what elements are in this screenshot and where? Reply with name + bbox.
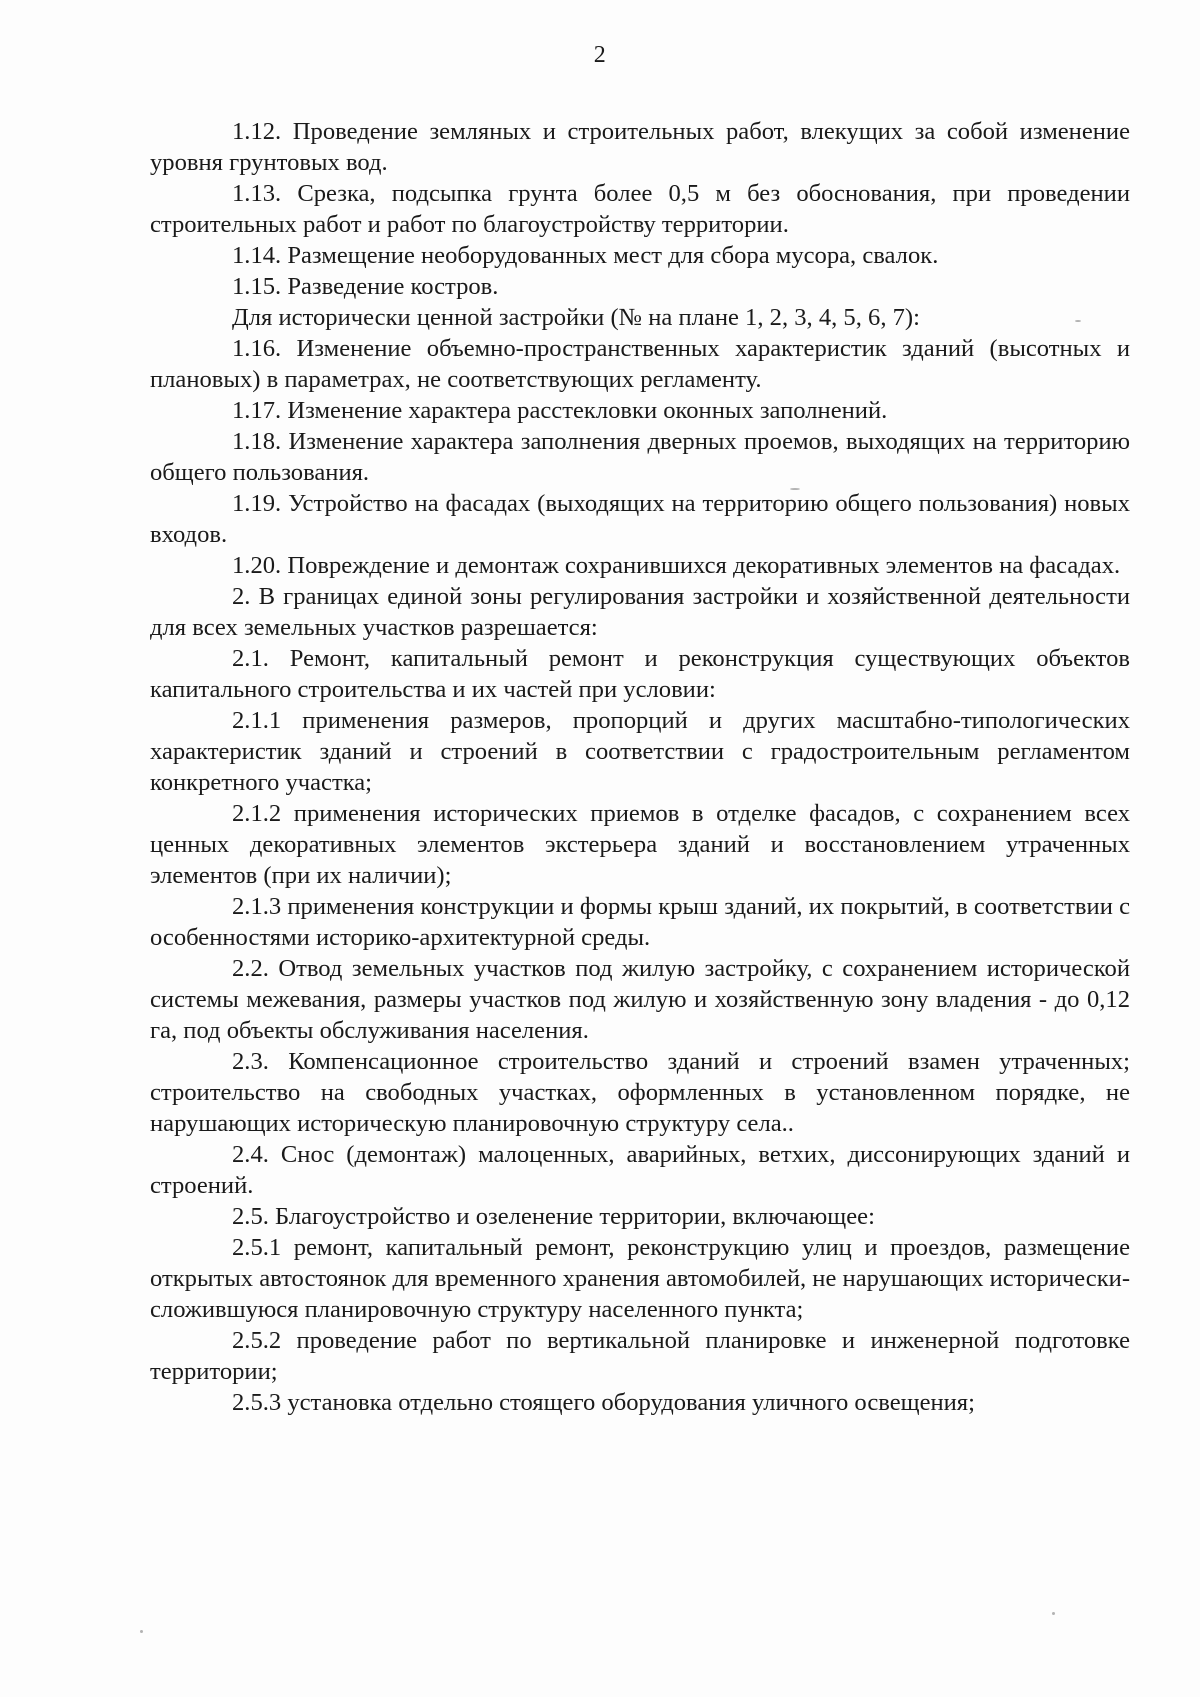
paragraph-1-13: 1.13. Срезка, подсыпка грунта более 0,5 м без обоснования, при проведении строительных работ и работ по благоустройству территории. — [150, 180, 1130, 238]
paragraph-2-1: 2.1. Ремонт, капитальный ремонт и реконструкция существующих объектов капитального строительства и их частей при условии: — [150, 645, 1130, 703]
paragraph-1-14: 1.14. Размещение необорудованных мест для сбора мусора, свалок. — [232, 242, 939, 269]
paragraph-2-4: 2.4. Снос (демонтаж) малоценных, аварийных, ветхих, диссонирующих зданий и строений. — [150, 1141, 1130, 1199]
paragraph-historic-heading: Для исторически ценной застройки (№ на плане 1, 2, 3, 4, 5, 6, 7): — [232, 304, 920, 331]
page-number: 2 — [593, 42, 607, 68]
paragraph-1-20: 1.20. Повреждение и демонтаж сохранившихся декоративных элементов на фасадах. — [232, 552, 1121, 579]
paragraph-2-3: 2.3. Компенсационное строительство зданий и строений взамен утраченных; строительство на свободных участках, оформленных в установленном порядке, не нарушающих историческую планировочную структуру села.. — [150, 1048, 1130, 1137]
paragraph-1-12: 1.12. Проведение земляных и строительных работ, влекущих за собой изменение уровня грунтовых вод. — [150, 118, 1130, 176]
paragraph-2-5-2: 2.5.2 проведение работ по вертикальной планировке и инженерной подготовке территории; — [150, 1327, 1130, 1385]
scan-speck — [790, 488, 800, 490]
scan-speck — [1052, 1612, 1055, 1615]
paragraph-2-1-1: 2.1.1 применения размеров, пропорций и других масштабно-типологических характеристик зданий и строений в соответствии с градостроительным регламентом конкретного участка; — [150, 707, 1130, 796]
paragraph-2: 2. В границах единой зоны регулирования застройки и хозяйственной деятельности для всех земельных участков разрешается: — [150, 583, 1130, 641]
scan-speck — [1075, 320, 1081, 322]
paragraph-1-18: 1.18. Изменение характера заполнения дверных проемов, выходящих на территорию общего пользования. — [150, 428, 1130, 486]
document-body — [150, 116, 1130, 1418]
paragraph-1-17: 1.17. Изменение характера расстекловки оконных заполнений. — [232, 397, 888, 424]
paragraph-1-16: 1.16. Изменение объемно-пространственных характеристик зданий (высотных и плановых) в параметрах, не соответствующих регламенту. — [150, 335, 1130, 393]
paragraph-2-5-3: 2.5.3 установка отдельно стоящего оборудования уличного освещения; — [232, 1389, 975, 1416]
paragraph-2-5: 2.5. Благоустройство и озеленение территории, включающее: — [232, 1203, 875, 1230]
scan-speck — [140, 1630, 143, 1633]
paragraph-2-1-3: 2.1.3 применения конструкции и формы крыш зданий, их покрытий, в соответствии с особенностями историко-архитектурной среды. — [150, 893, 1130, 951]
paragraph-2-1-2: 2.1.2 применения исторических приемов в отделке фасадов, с сохранением всех ценных декоративных элементов экстерьера зданий и восстановлением утраченных элементов (при их наличии); — [150, 800, 1130, 889]
paragraph-1-19: 1.19. Устройство на фасадах (выходящих на территорию общего пользования) новых входов. — [150, 490, 1130, 548]
paragraph-2-5-1: 2.5.1 ремонт, капитальный ремонт, реконструкцию улиц и проездов, размещение открытых автостоянок для временного хранения автомобилей, не нарушающих исторически-сложившуюся планировочную структуру населенного пункта; — [150, 1234, 1131, 1323]
paragraph-1-15: 1.15. Разведение костров. — [232, 273, 499, 300]
paragraph-2-2: 2.2. Отвод земельных участков под жилую застройку, с сохранением исторической системы межевания, размеры участков под жилую и хозяйственную зону владения - до 0,12 га, под объекты обслуживания населения. — [150, 955, 1130, 1044]
